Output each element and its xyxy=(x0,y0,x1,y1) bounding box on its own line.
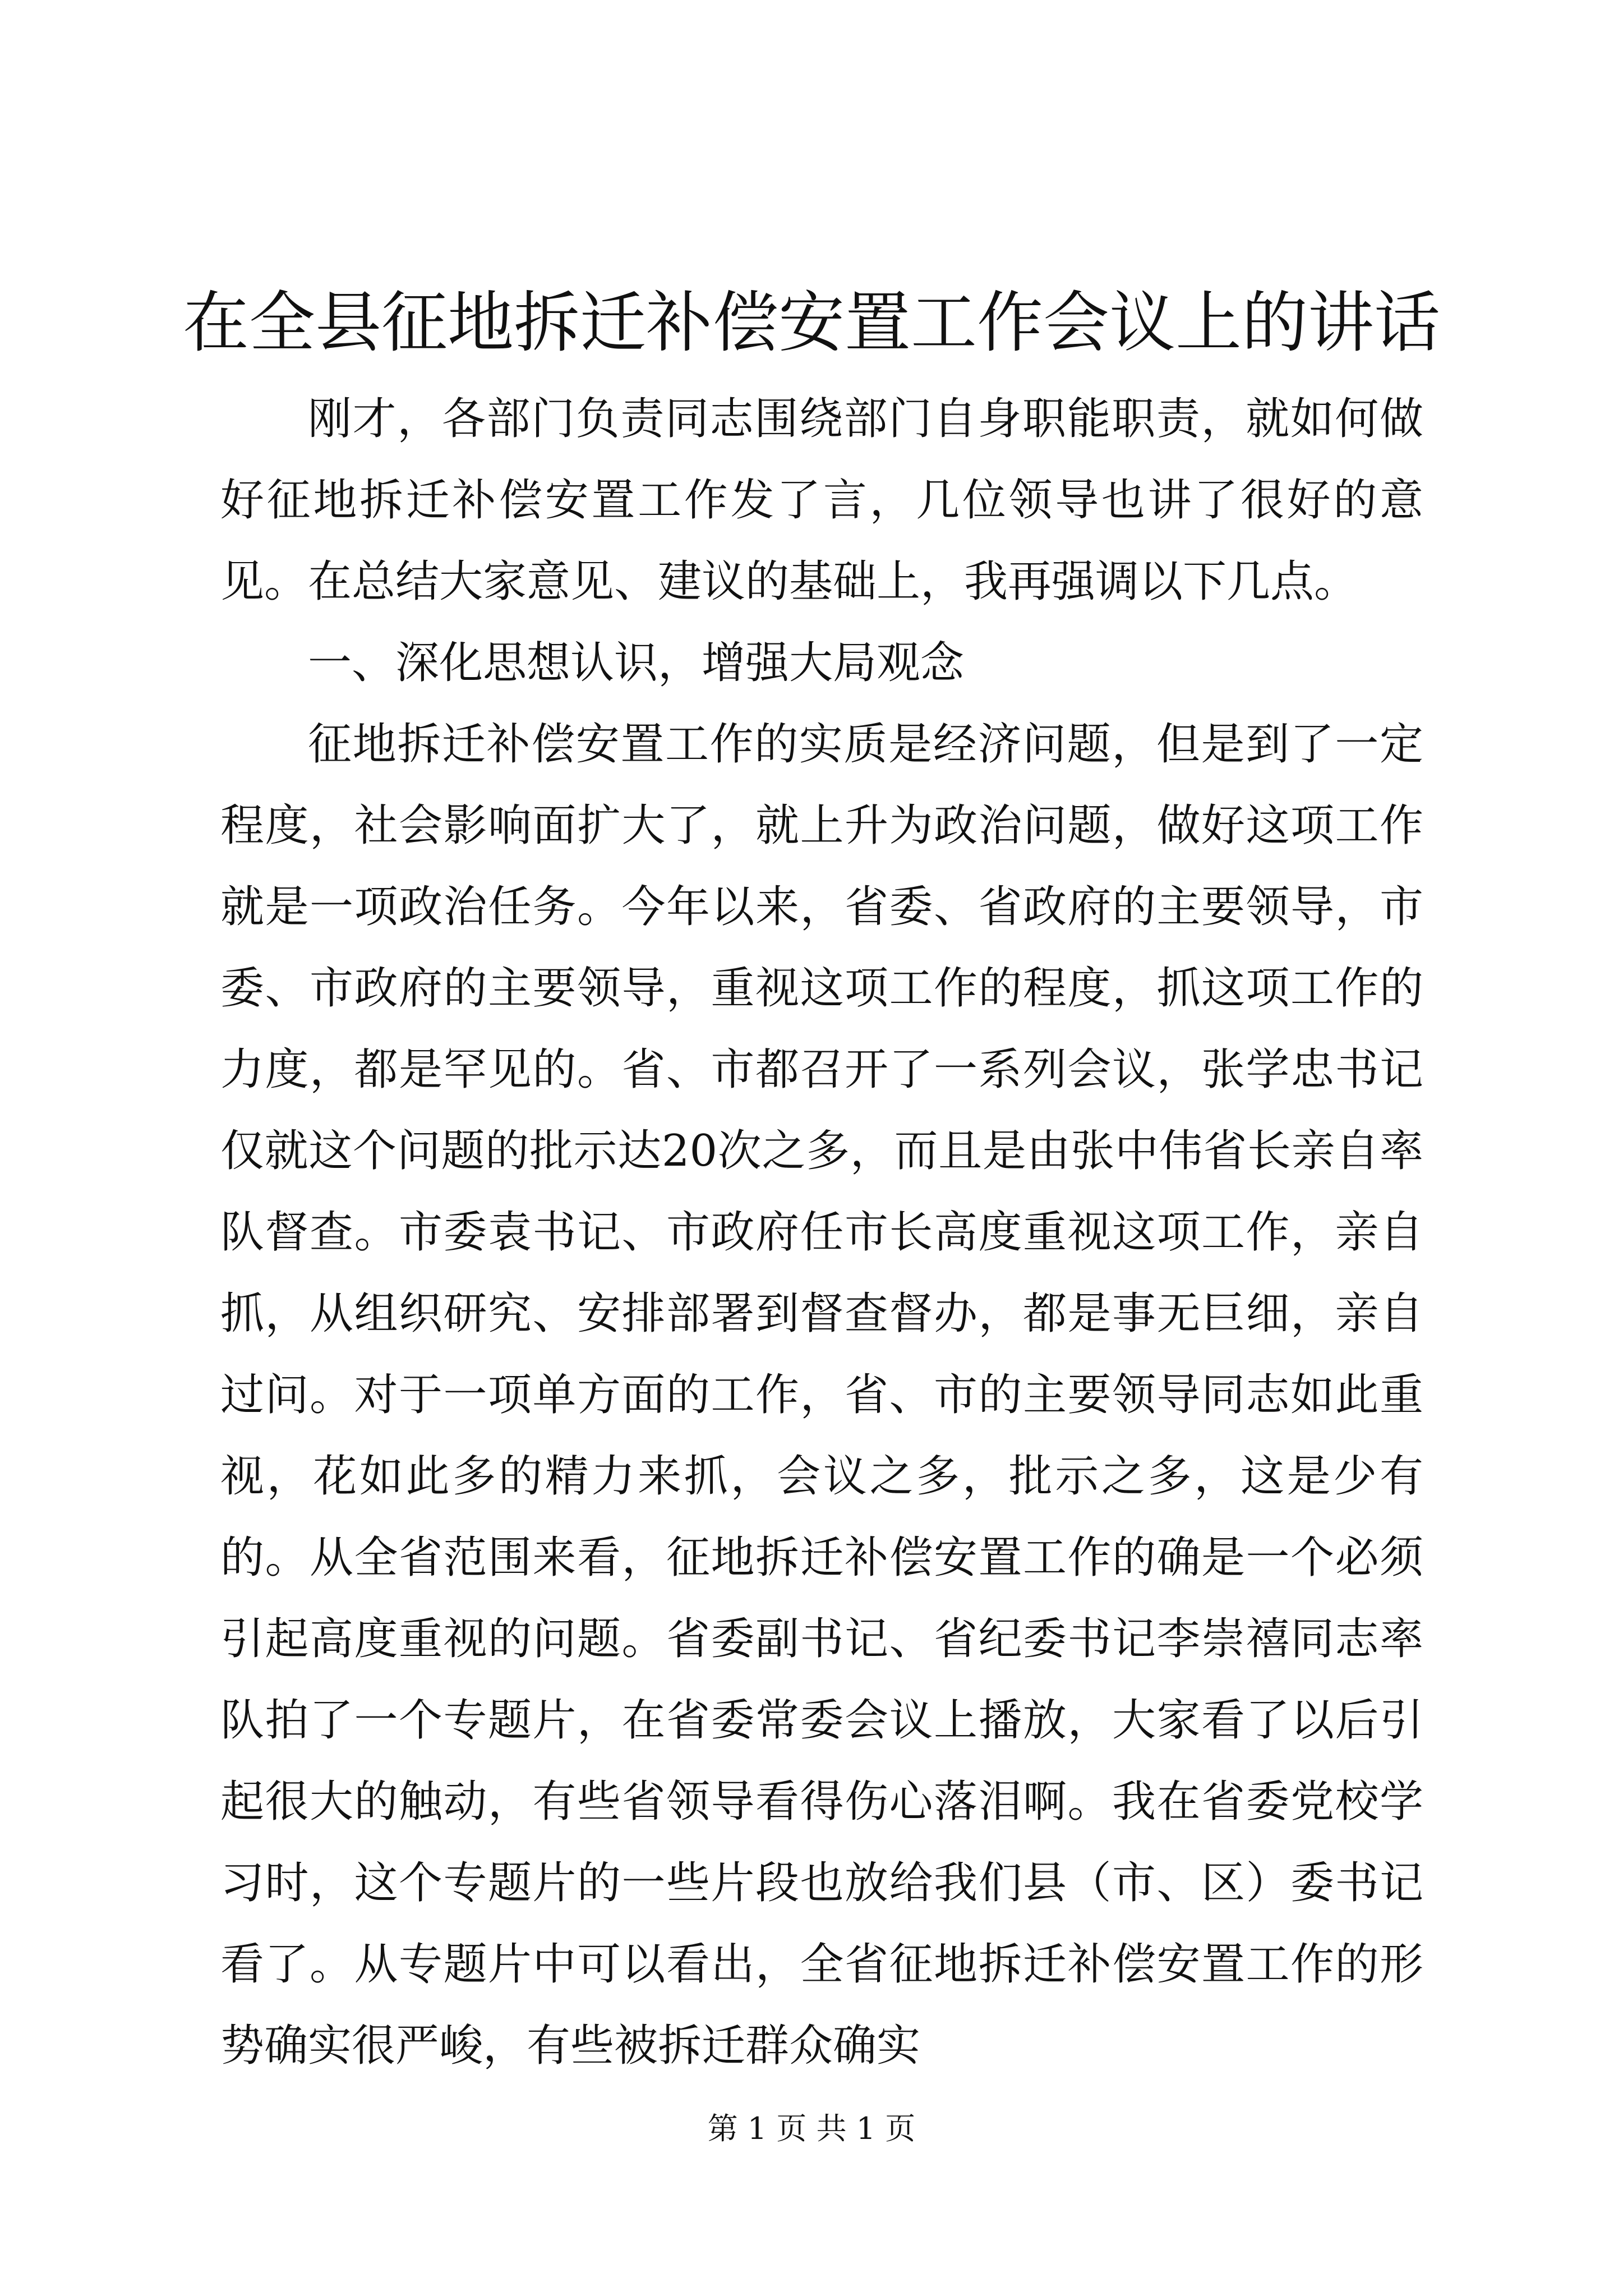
body-paragraph: 征地拆迁补偿安置工作的实质是经济问题，但是到了一定程度，社会影响面扩大了，就上升为政治问题，做好这项工作就是一项政治任务。今年以来，省委、省政府的主要领导，市委、市政府的主要领导，重视这项工作的程度，抓这项工作的力度，都是罕见的。省、市都召开了一系列会议，张学忠书记仅就这个问题的批示达20次之多，而且是由张中伟省长亲自率队督查。市委袁书记、市政府任市长高度重视这项工作，亲自抓，从组织研究、安排部署到督查督办，都是事无巨细，亲自过问。对于一项单方面的工作，省、市的主要领导同志如此重视，花如此多的精力来抓，会议之多，批示之多，这是少有的。从全省范围来看，征地拆迁补偿安置工作的确是一个必须引起高度重视的问题。省委副书记、省纪委书记李崇禧同志率队拍了一个专题片，在省委常委会议上播放，大家看了以后引起很大的触动，有些省领导看得伤心落泪啊。我在省委党校学习时，这个专题片的一些片段也放给我们县（市、区）委书记看了。从专题片中可以看出，全省征地拆迁补偿安置工作的形势确实很严峻，有些被拆迁群众确实 xyxy=(220,719,1423,2071)
document-body xyxy=(220,379,1423,2087)
document-title: 在全县征地拆迁补偿安置工作会议上的讲话 xyxy=(182,284,1440,361)
page-footer: 第 1 页 共 1 页 xyxy=(707,2111,916,2146)
section-heading: 一、深化思想认识，增强大局观念 xyxy=(308,638,965,688)
intro-paragraph: 刚才，各部门负责同志围绕部门自身职能职责，就如何做好征地拆迁补偿安置工作发了言，几位领导也讲了很好的意见。在总结大家意见、建议的基础上，我再强调以下几点。 xyxy=(220,394,1423,607)
